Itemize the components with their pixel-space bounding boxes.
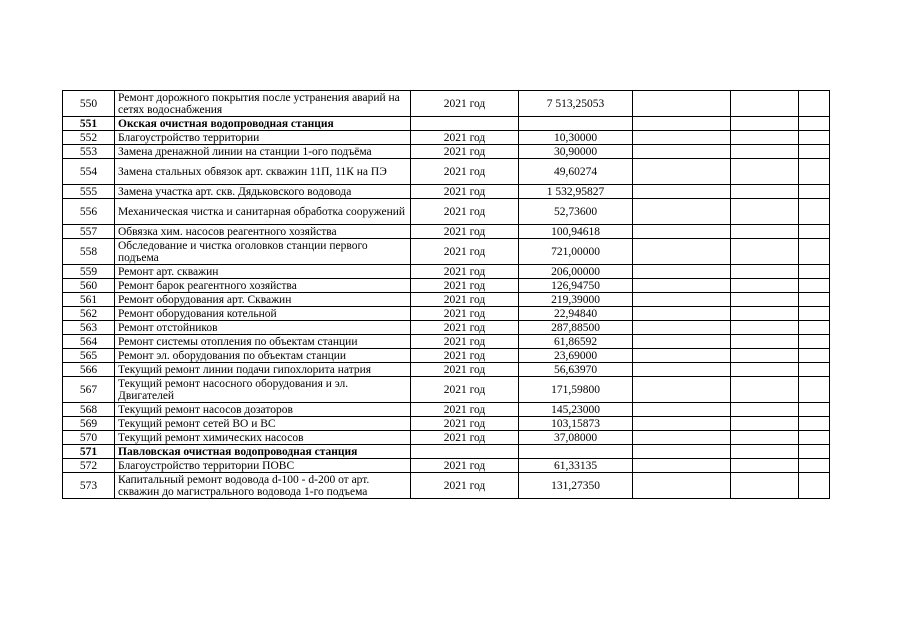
table-row [63, 403, 830, 417]
row-name: Механическая чистка и санитарная обработка сооружений [115, 199, 411, 225]
empty-cell-c [799, 335, 830, 349]
empty-cell-b [731, 459, 799, 473]
row-amount: 126,94750 [519, 279, 633, 293]
empty-cell-b [731, 239, 799, 265]
row-amount: 287,88500 [519, 321, 633, 335]
row-amount: 100,94618 [519, 225, 633, 239]
table-row [63, 417, 830, 431]
row-number: 551 [63, 117, 115, 131]
row-amount: 23,69000 [519, 349, 633, 363]
table-row [63, 131, 830, 145]
empty-cell-a [633, 445, 731, 459]
empty-cell-a [633, 335, 731, 349]
empty-cell-b [731, 335, 799, 349]
table-row [63, 321, 830, 335]
row-amount: 22,94840 [519, 307, 633, 321]
section-row [63, 117, 830, 131]
table-row [63, 473, 830, 499]
row-year [411, 445, 519, 459]
row-name: Ремонт отстойников [115, 321, 411, 335]
empty-cell-a [633, 91, 731, 117]
empty-cell-b [731, 307, 799, 321]
empty-cell-b [731, 417, 799, 431]
row-year: 2021 год [411, 321, 519, 335]
empty-cell-a [633, 199, 731, 225]
row-number: 558 [63, 239, 115, 265]
table-row [63, 431, 830, 445]
table-row [63, 159, 830, 185]
empty-cell-b [731, 349, 799, 363]
empty-cell-c [799, 321, 830, 335]
table-row [63, 459, 830, 473]
row-amount: 7 513,25053 [519, 91, 633, 117]
row-number: 566 [63, 363, 115, 377]
row-amount: 37,08000 [519, 431, 633, 445]
empty-cell-b [731, 321, 799, 335]
row-name: Замена стальных обвязок арт. скважин 11П, 11К на ПЭ [115, 159, 411, 185]
row-name: Текущий ремонт линии подачи гипохлорита натрия [115, 363, 411, 377]
empty-cell-a [633, 145, 731, 159]
empty-cell-c [799, 131, 830, 145]
row-number: 564 [63, 335, 115, 349]
empty-cell-c [799, 145, 830, 159]
empty-cell-b [731, 91, 799, 117]
empty-cell-c [799, 445, 830, 459]
row-name: Окская очистная водопроводная станция [115, 117, 411, 131]
empty-cell-c [799, 265, 830, 279]
empty-cell-c [799, 377, 830, 403]
row-number: 563 [63, 321, 115, 335]
row-amount: 30,90000 [519, 145, 633, 159]
empty-cell-a [633, 131, 731, 145]
row-year: 2021 год [411, 403, 519, 417]
row-year: 2021 год [411, 185, 519, 199]
empty-cell-a [633, 159, 731, 185]
table-row [63, 349, 830, 363]
table-row [63, 199, 830, 225]
table-row [63, 293, 830, 307]
row-number: 556 [63, 199, 115, 225]
row-name: Павловская очистная водопроводная станция [115, 445, 411, 459]
row-amount: 103,15873 [519, 417, 633, 431]
empty-cell-b [731, 431, 799, 445]
empty-cell-a [633, 265, 731, 279]
row-year: 2021 год [411, 363, 519, 377]
empty-cell-b [731, 145, 799, 159]
row-year: 2021 год [411, 349, 519, 363]
row-number: 572 [63, 459, 115, 473]
row-name: Ремонт эл. оборудования по объектам станции [115, 349, 411, 363]
table-row [63, 239, 830, 265]
row-name: Ремонт оборудования котельной [115, 307, 411, 321]
row-name: Благоустройство территории ПОВС [115, 459, 411, 473]
empty-cell-c [799, 239, 830, 265]
empty-cell-c [799, 349, 830, 363]
row-amount: 10,30000 [519, 131, 633, 145]
row-name: Ремонт барок реагентного хозяйства [115, 279, 411, 293]
row-year: 2021 год [411, 279, 519, 293]
empty-cell-c [799, 225, 830, 239]
row-year [411, 117, 519, 131]
empty-cell-a [633, 117, 731, 131]
row-year: 2021 год [411, 307, 519, 321]
row-name: Ремонт оборудования арт. Скважин [115, 293, 411, 307]
row-year: 2021 год [411, 377, 519, 403]
empty-cell-c [799, 117, 830, 131]
table-row [63, 363, 830, 377]
empty-cell-c [799, 403, 830, 417]
row-number: 570 [63, 431, 115, 445]
row-name: Замена участка арт. скв. Дядьковского водовода [115, 185, 411, 199]
row-amount: 171,59800 [519, 377, 633, 403]
row-year: 2021 год [411, 199, 519, 225]
row-year: 2021 год [411, 417, 519, 431]
empty-cell-b [731, 403, 799, 417]
row-year: 2021 год [411, 145, 519, 159]
row-amount: 61,86592 [519, 335, 633, 349]
row-amount: 721,00000 [519, 239, 633, 265]
row-amount: 61,33135 [519, 459, 633, 473]
empty-cell-b [731, 293, 799, 307]
row-number: 557 [63, 225, 115, 239]
empty-cell-c [799, 417, 830, 431]
empty-cell-a [633, 307, 731, 321]
empty-cell-a [633, 377, 731, 403]
row-number: 561 [63, 293, 115, 307]
empty-cell-b [731, 131, 799, 145]
row-name: Обвязка хим. насосов реагентного хозяйства [115, 225, 411, 239]
empty-cell-a [633, 431, 731, 445]
empty-cell-b [731, 159, 799, 185]
empty-cell-b [731, 265, 799, 279]
row-name: Текущий ремонт насосного оборудования и эл. Двигателей [115, 377, 411, 403]
empty-cell-a [633, 321, 731, 335]
empty-cell-a [633, 459, 731, 473]
row-number: 573 [63, 473, 115, 499]
empty-cell-a [633, 225, 731, 239]
empty-cell-b [731, 473, 799, 499]
row-amount: 206,00000 [519, 265, 633, 279]
row-amount: 131,27350 [519, 473, 633, 499]
table-row [63, 307, 830, 321]
row-amount: 49,60274 [519, 159, 633, 185]
row-name: Ремонт дорожного покрытия после устранения аварий на сетях водоснабжения [115, 91, 411, 117]
empty-cell-c [799, 363, 830, 377]
row-name: Ремонт системы отопления по объектам станции [115, 335, 411, 349]
row-name: Замена дренажной линии на станции 1-ого подъёма [115, 145, 411, 159]
row-number: 567 [63, 377, 115, 403]
row-amount [519, 445, 633, 459]
empty-cell-c [799, 185, 830, 199]
empty-cell-a [633, 293, 731, 307]
row-name: Ремонт арт. скважин [115, 265, 411, 279]
empty-cell-c [799, 459, 830, 473]
empty-cell-c [799, 431, 830, 445]
row-amount: 56,63970 [519, 363, 633, 377]
empty-cell-b [731, 279, 799, 293]
empty-cell-a [633, 473, 731, 499]
empty-cell-c [799, 307, 830, 321]
row-year: 2021 год [411, 265, 519, 279]
empty-cell-c [799, 473, 830, 499]
row-year: 2021 год [411, 131, 519, 145]
empty-cell-b [731, 225, 799, 239]
empty-cell-a [633, 185, 731, 199]
empty-cell-c [799, 159, 830, 185]
row-number: 560 [63, 279, 115, 293]
row-year: 2021 год [411, 335, 519, 349]
table-row [63, 335, 830, 349]
empty-cell-b [731, 363, 799, 377]
row-name: Обследование и чистка оголовков станции первого подъема [115, 239, 411, 265]
row-year: 2021 год [411, 459, 519, 473]
empty-cell-c [799, 91, 830, 117]
empty-cell-a [633, 349, 731, 363]
empty-cell-b [731, 445, 799, 459]
empty-cell-c [799, 293, 830, 307]
row-number: 565 [63, 349, 115, 363]
empty-cell-b [731, 185, 799, 199]
row-number: 559 [63, 265, 115, 279]
row-amount [519, 117, 633, 131]
empty-cell-b [731, 377, 799, 403]
empty-cell-a [633, 363, 731, 377]
row-number: 552 [63, 131, 115, 145]
row-year: 2021 год [411, 91, 519, 117]
row-number: 562 [63, 307, 115, 321]
row-number: 571 [63, 445, 115, 459]
table-row [63, 145, 830, 159]
row-amount: 1 532,95827 [519, 185, 633, 199]
row-year: 2021 год [411, 431, 519, 445]
row-amount: 219,39000 [519, 293, 633, 307]
repair-schedule-table [62, 90, 830, 499]
row-number: 569 [63, 417, 115, 431]
empty-cell-a [633, 239, 731, 265]
table-row [63, 279, 830, 293]
empty-cell-a [633, 403, 731, 417]
row-year: 2021 год [411, 239, 519, 265]
empty-cell-b [731, 117, 799, 131]
row-year: 2021 год [411, 293, 519, 307]
row-name: Текущий ремонт насосов дозаторов [115, 403, 411, 417]
row-name: Благоустройство территории [115, 131, 411, 145]
table-row [63, 265, 830, 279]
row-year: 2021 год [411, 473, 519, 499]
table-row [63, 225, 830, 239]
table-row [63, 377, 830, 403]
empty-cell-c [799, 279, 830, 293]
row-year: 2021 год [411, 159, 519, 185]
row-name: Текущий ремонт химических насосов [115, 431, 411, 445]
row-name: Капитальный ремонт водовода d-100 - d-200 от арт. скважин до магистрального водовода 1-го подъема [115, 473, 411, 499]
row-number: 553 [63, 145, 115, 159]
empty-cell-c [799, 199, 830, 225]
row-name: Текущий ремонт сетей ВО и ВС [115, 417, 411, 431]
row-amount: 145,23000 [519, 403, 633, 417]
row-number: 555 [63, 185, 115, 199]
row-year: 2021 год [411, 225, 519, 239]
section-row [63, 445, 830, 459]
row-amount: 52,73600 [519, 199, 633, 225]
row-number: 550 [63, 91, 115, 117]
row-number: 568 [63, 403, 115, 417]
empty-cell-a [633, 279, 731, 293]
empty-cell-b [731, 199, 799, 225]
row-number: 554 [63, 159, 115, 185]
empty-cell-a [633, 417, 731, 431]
table-row [63, 91, 830, 117]
table-row [63, 185, 830, 199]
